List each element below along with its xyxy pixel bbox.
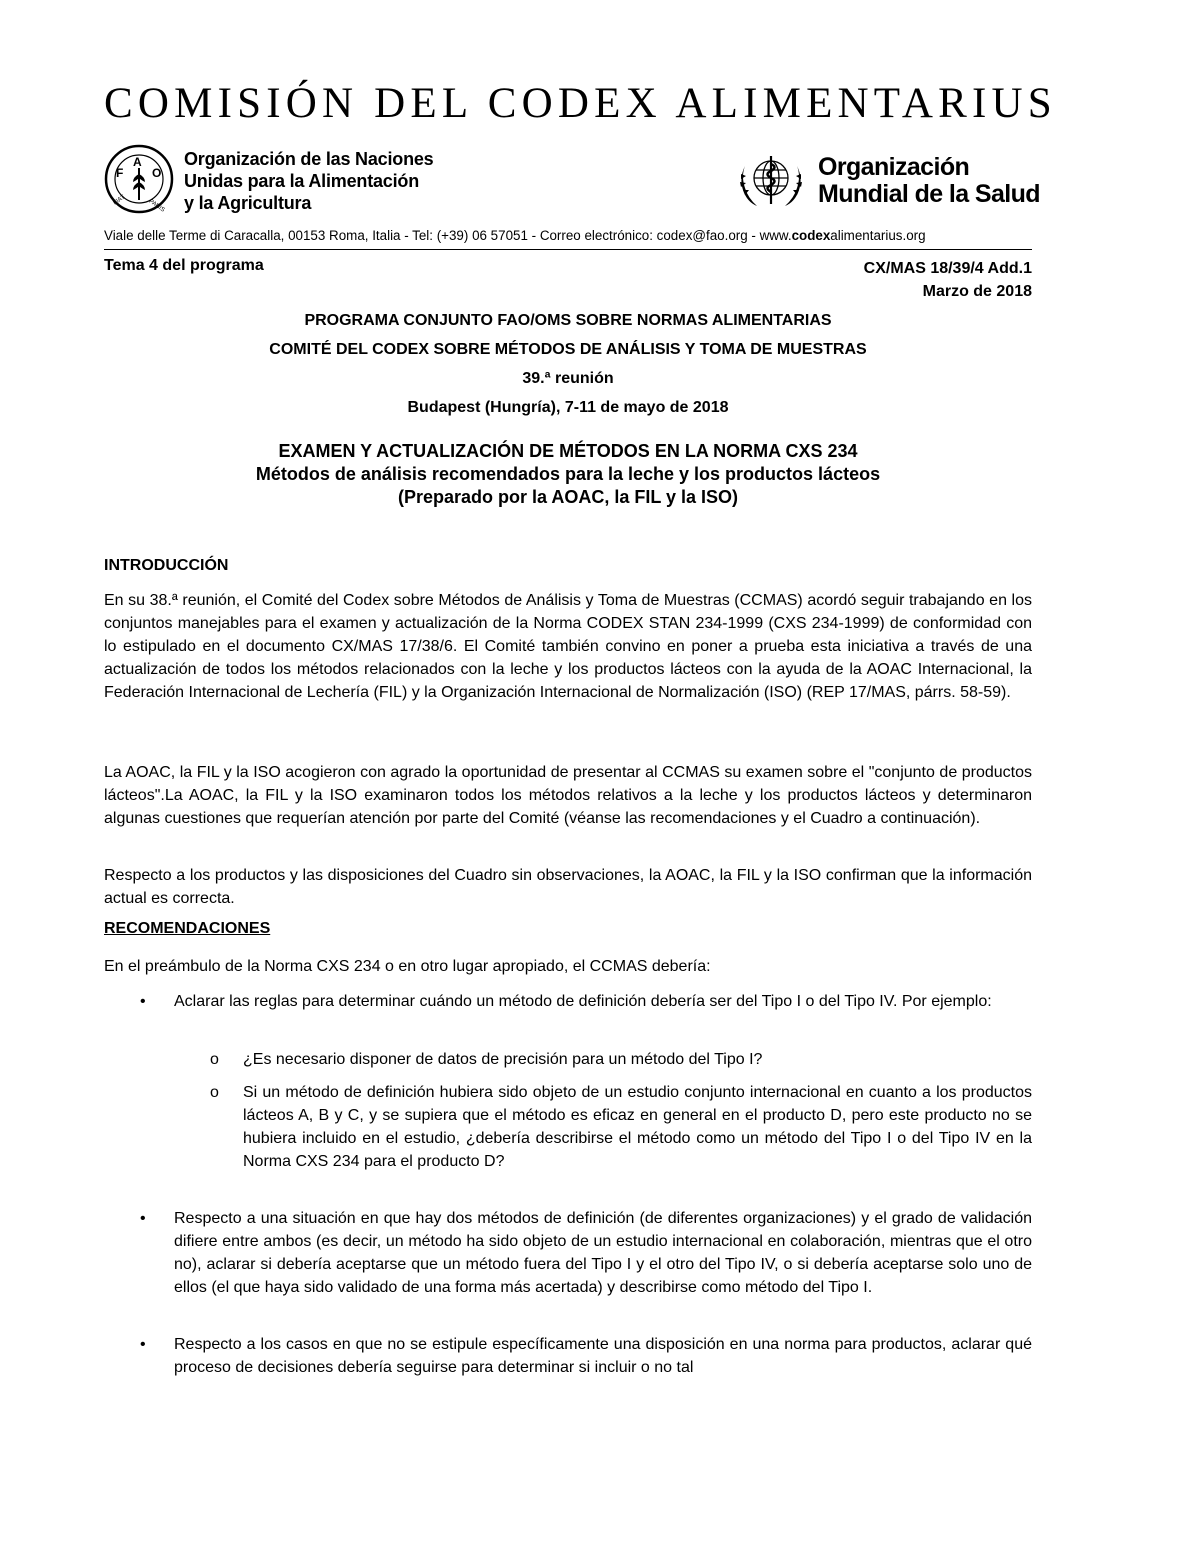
title-main: EXAMEN Y ACTUALIZACIÓN DE MÉTODOS EN LA NORMA CXS 234 [278,441,858,461]
fao-name-line: Organización de las Naciones [184,149,434,169]
commission-title: COMISIÓN DEL CODEX ALIMENTARIUS [104,80,1057,127]
address-bold: codex [791,228,831,243]
sub-bullet-text: ¿Es necesario disponer de datos de precisión para un método del Tipo I? [243,1051,763,1068]
fao-name-line: Unidas para la Alimentación [184,171,419,191]
bullet-mark: • [140,993,146,1010]
svg-text:FIAT: FIAT [112,194,127,207]
fao-organization-name [184,148,434,214]
agenda-item: Tema 4 del programa [104,257,264,274]
doc-date: Marzo de 2018 [922,283,1032,300]
who-organization-name [818,154,1040,208]
who-logo-icon [735,144,807,216]
bullet-mark: • [140,1336,146,1353]
recommendations-intro: En el preámbulo de la Norma CXS 234 o en otro lugar apropiado, el CCMAS debería: [104,958,711,975]
header-divider [104,249,1032,250]
svg-text:A: A [133,155,142,169]
recommendations-heading: RECOMENDACIONES [104,920,271,937]
title-prepared-by: (Preparado por la AOAC, la FIL y la ISO) [397,487,739,507]
bullet-text: Respecto a los casos en que no se estipule específicamente una disposición en una norma para productos, aclarar qué proceso de decisiones debería seguirse para determinar si incluir o no tal [174,1336,1032,1376]
committee-line: COMITÉ DEL CODEX SOBRE MÉTODOS DE ANÁLISIS Y TOMA DE MUESTRAS [269,341,867,358]
sub-bullet-mark: o [210,1051,219,1068]
bullet-mark: • [140,1210,146,1227]
venue-line: Budapest (Hungría), 7-11 de mayo de 2018 [407,399,729,416]
document-title [104,440,1032,509]
who-name-line: Organización [818,153,970,181]
who-name-line: Mundial de la Salud [818,180,1040,208]
contact-address [104,228,926,243]
address-tail: alimentarius.org [830,228,926,243]
document-reference [864,257,1032,303]
bullet-text: Respecto a una situación en que hay dos métodos de definición (de diferentes organizaciones) y el grado de validación difiere entre ambos (es decir, un método ha sido objeto de un estudio internacional en colaboración, mientras que el otro no), aclarar si debería aceptarse que un método fuera del Tipo I y el otro del Tipo IV, o si debería aceptarse solo uno de ellos (el que haya sido validado de una forma más acertada) y describirse como método del Tipo I. [174,1210,1032,1296]
sub-bullet-text: Si un método de definición hubiera sido objeto de un estudio conjunto internacional en cuanto a los productos lácteos A, B y C, y se supiera que el método es eficaz en general en el producto D, pero este producto no se hubiera incluido en el estudio, ¿debería describirse el método como un método del Tipo I o del Tipo IV en la Norma CXS 234 para el producto D? [243,1084,1032,1170]
programme-line: PROGRAMA CONJUNTO FAO/OMS SOBRE NORMAS ALIMENTARIAS [304,312,832,329]
fao-logo-icon [104,144,174,214]
svg-text:O: O [152,166,162,180]
svg-text:PANIS: PANIS [147,198,166,214]
programme-block [104,306,1032,422]
fao-name-line: y la Agricultura [184,193,312,213]
intro-paragraph: En su 38.ª reunión, el Comité del Codex sobre Métodos de Análisis y Toma de Muestras (CCMAS) acordó seguir trabajando en los conjuntos manejables para el examen y actualización de la Norma CODEX STAN 234-1999 (CXS 234-1999) de conformidad con lo estipulado en el documento CX/MAS 17/38/6. El Comité también convino en poner a prueba esta iniciativa a través de una actualización de todos los métodos relacionados con la leche y los productos lácteos con la ayuda de la AOAC Internacional, la Federación Internacional de Lechería (FIL) y la Organización Internacional de Normalización (ISO) (REP 17/MAS, párrs. 58-59). [104,592,1032,701]
sub-bullet-mark: o [210,1084,219,1101]
intro-paragraph: Respecto a los productos y las disposiciones del Cuadro sin observaciones, la AOAC, la FIL y la ISO confirman que la información actual es correcta. [104,867,1032,907]
title-sub: Métodos de análisis recomendados para la leche y los productos lácteos [255,464,881,484]
introduction-heading: INTRODUCCIÓN [104,557,229,574]
intro-paragraph: La AOAC, la FIL y la ISO acogieron con agrado la oportunidad de presentar al CCMAS su examen sobre el "conjunto de productos lácteos".La AOAC, la FIL y la ISO examinaron todos los métodos relativos a la leche y los productos lácteos y determinaron algunas cuestiones que requerían atención por parte del Comité (véanse las recomendaciones y el Cuadro a continuación). [104,764,1032,827]
svg-text:F: F [116,166,124,180]
address-text: Viale delle Terme di Caracalla, 00153 Roma, Italia - Tel: (+39) 06 57051 - Correo electrónico: codex@fao.org - www. [104,228,792,243]
doc-ref-code: CX/MAS 18/39/4 Add.1 [863,260,1032,277]
bullet-text: Aclarar las reglas para determinar cuándo un método de definición debería ser del Tipo I o del Tipo IV. Por ejemplo: [174,993,992,1010]
session-line: 39.ª reunión [522,370,614,387]
